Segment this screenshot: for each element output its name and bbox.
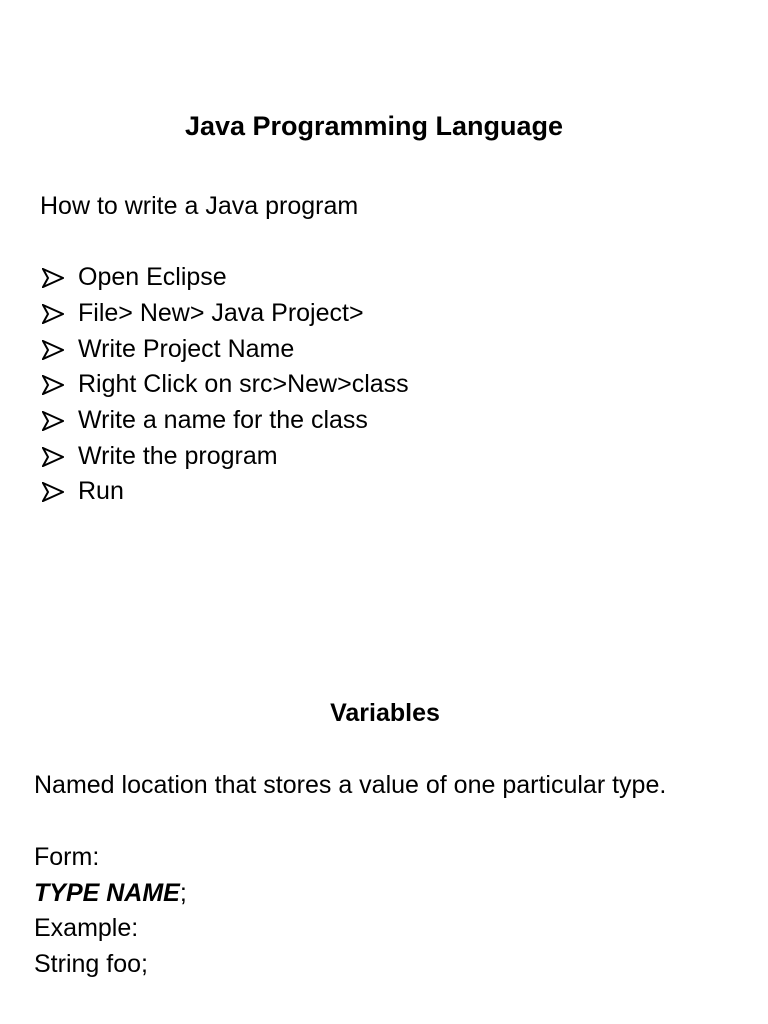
list-item (40, 403, 409, 439)
arrowhead-bullet-icon (40, 296, 78, 331)
arrowhead-bullet-icon (40, 474, 78, 509)
arrowhead-bullet-icon (40, 403, 78, 438)
arrowhead-bullet-icon (40, 439, 78, 474)
example-code: String foo; (34, 949, 148, 978)
step-text: Right Click on src>New>class (78, 370, 409, 399)
list-item (40, 474, 409, 510)
step-text: File> New> Java Project> (78, 299, 364, 328)
variables-definition: Named location that stores a value of one particular type. (34, 771, 667, 799)
step-text: Open Eclipse (78, 263, 227, 292)
step-text: Run (78, 477, 124, 506)
variables-heading: Variables (330, 699, 440, 727)
arrowhead-bullet-icon (40, 332, 78, 367)
form-block (34, 840, 187, 982)
step-text: Write Project Name (78, 334, 295, 363)
example-label: Example: (34, 914, 139, 942)
list-item (40, 331, 409, 367)
step-text: Write the program (78, 441, 278, 470)
list-item (40, 260, 409, 296)
form-suffix: ; (179, 878, 187, 907)
page-title: Java Programming Language (184, 111, 564, 141)
section-subtitle: How to write a Java program (40, 192, 359, 220)
arrowhead-bullet-icon (40, 260, 78, 295)
list-item (40, 438, 409, 474)
form-syntax: TYPE NAME (34, 878, 180, 907)
form-label: Form: (34, 843, 100, 871)
steps-list (40, 260, 409, 510)
arrowhead-bullet-icon (40, 367, 78, 402)
list-item (40, 296, 409, 332)
form-syntax-line (34, 876, 187, 912)
list-item (40, 367, 409, 403)
step-text: Write a name for the class (78, 406, 368, 435)
